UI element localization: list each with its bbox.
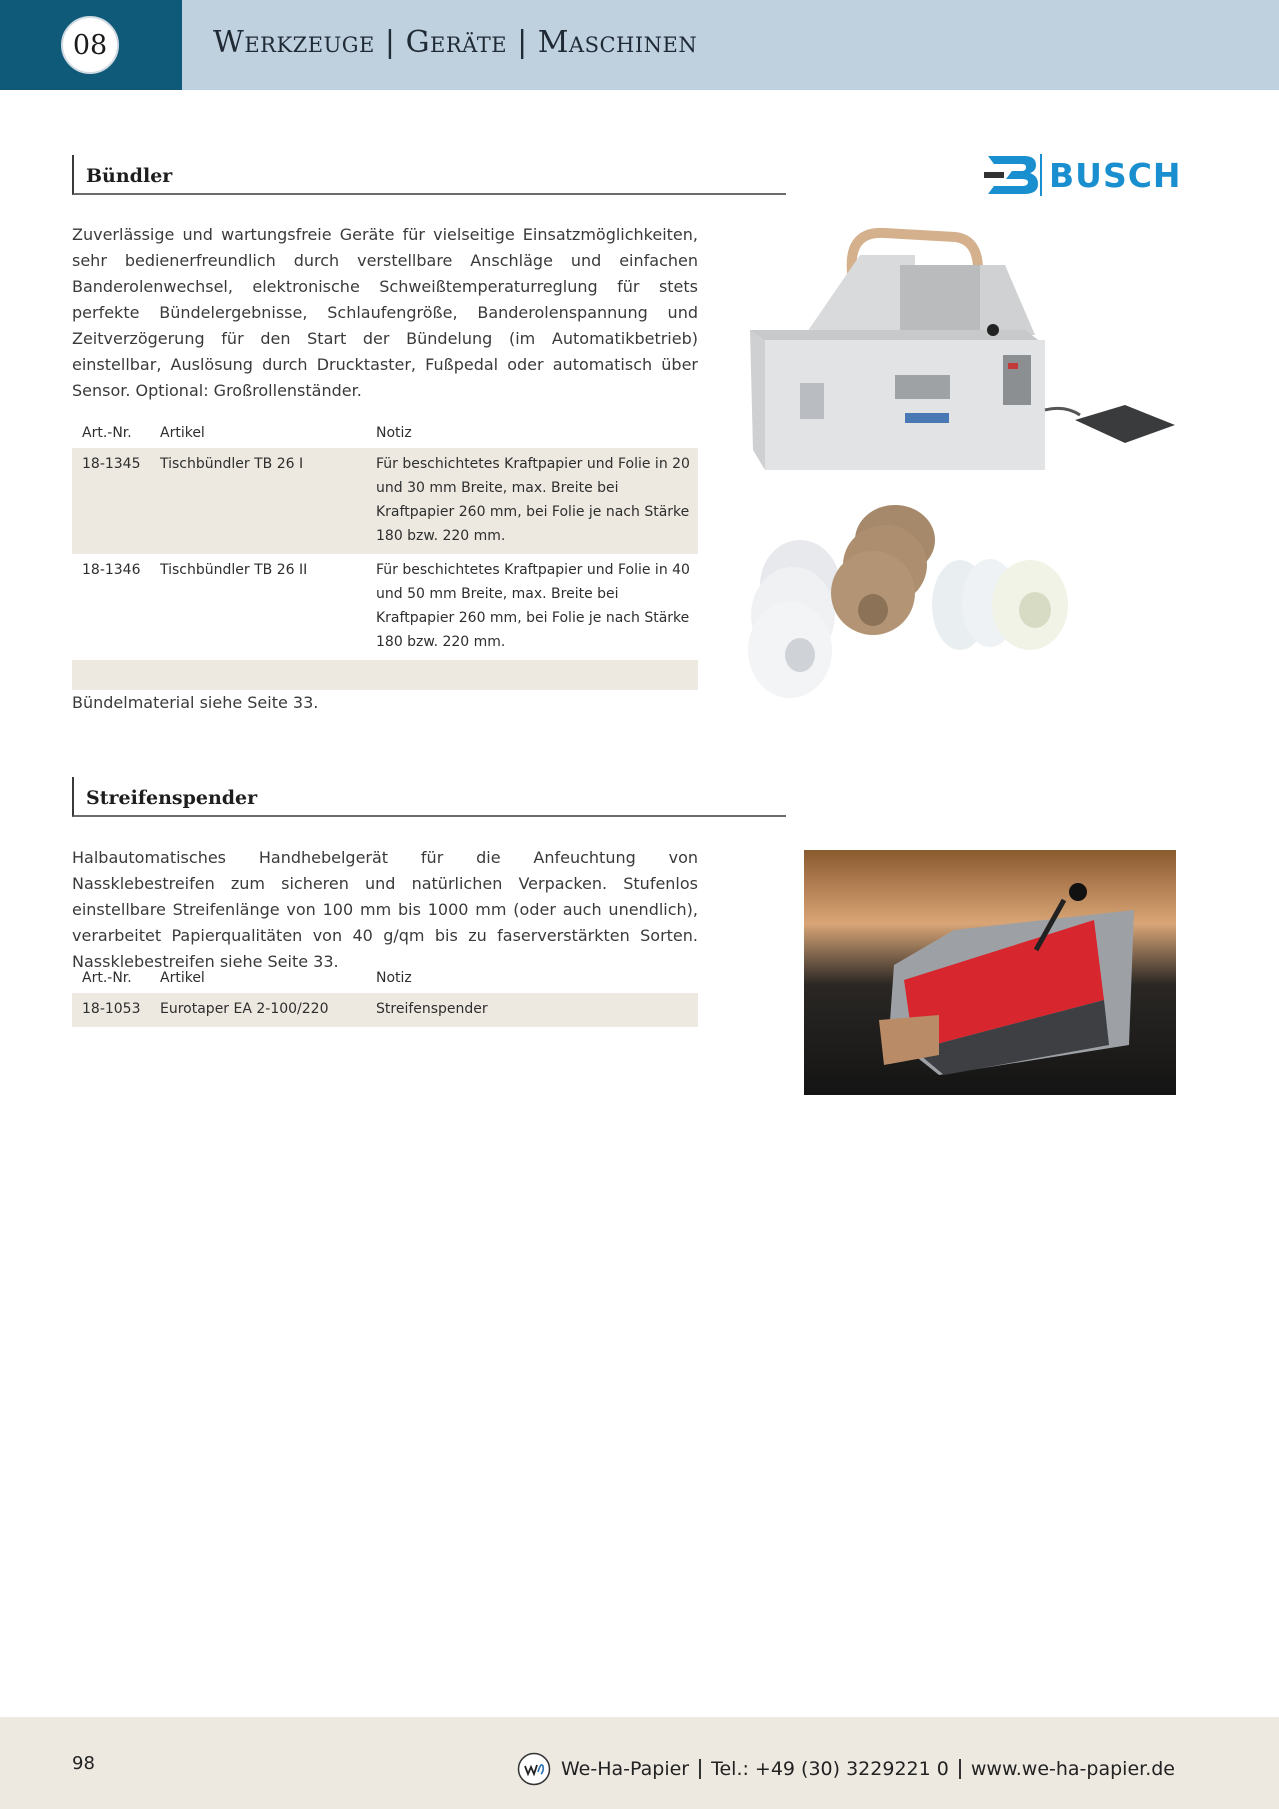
page-header	[0, 0, 1279, 90]
bundling-machine-image	[745, 225, 1180, 495]
tape-dispenser-image	[804, 850, 1176, 1095]
page-footer	[0, 1717, 1279, 1809]
table-row	[72, 448, 698, 554]
table-row	[72, 993, 698, 1027]
footer-divider	[959, 1759, 961, 1779]
buendler-description: Zuverlässige und wartungsfreie Geräte für vielseitige Einsatzmöglichkeiten, sehr bedienerfreundlich durch verstellbare Anschläge und einfachen Banderolenwechsel, elektronische Schweißtemperaturreglung für stets perfekte Bündelergebnisse, Schlaufengröße, Banderolenspannung und Zeitverzögerung für den Start der Bündelung (im Automatikbetrieb) einstellbar, Auslösung durch Drucktaster, Fußpedal oder automatisch über Sensor. Optional: Großrollenständer.	[72, 225, 698, 400]
chapter-box	[0, 0, 182, 90]
footer-divider	[699, 1759, 701, 1779]
chapter-number: 08	[61, 16, 119, 74]
col-artikel: Artikel	[160, 425, 205, 441]
cell-notiz: Für beschichtetes Kraftpapier und Folie in 20 und 30 mm Breite, max. Breite bei Kraftpapier 260 mm, bei Folie je nach Stärke 180 bzw. 220 mm.	[366, 448, 698, 554]
cell-notiz: Für beschichtetes Kraftpapier und Folie in 40 und 50 mm Breite, max. Breite bei Kraftpapier 260 mm, bei Folie je nach Stärke 180 bzw. 220 mm.	[376, 562, 690, 650]
footer-phone: Tel.: +49 (30) 3229221 0	[711, 1758, 949, 1780]
col-notiz: Notiz	[376, 970, 412, 986]
footer-website[interactable]: www.we-ha-papier.de	[970, 1758, 1175, 1780]
table-row-empty	[72, 660, 698, 690]
section-title: Streifenspender	[86, 787, 258, 809]
section-title: Bündler	[86, 165, 173, 187]
footer-company: We-Ha-Papier	[561, 1758, 690, 1780]
weha-logo-icon	[517, 1752, 551, 1786]
footer-contact	[517, 1752, 1175, 1786]
col-artikel: Artikel	[160, 970, 205, 986]
page-number: 98	[72, 1753, 95, 1774]
section-heading-buendler	[72, 155, 786, 195]
streifenspender-table	[72, 963, 698, 1027]
table-header-row	[72, 963, 698, 993]
busch-emblem-icon	[984, 154, 1042, 196]
col-artnr: Art.-Nr.	[82, 425, 132, 441]
col-artnr: Art.-Nr.	[82, 970, 132, 986]
chapter-title: Werkzeuge | Geräte | Maschinen	[213, 25, 698, 60]
cell-notiz: Streifenspender	[366, 993, 698, 1027]
busch-logo-text: BUSCH	[1049, 156, 1182, 195]
cell-artikel: Tischbündler TB 26 II	[160, 562, 308, 578]
cell-artnr: 18-1345	[72, 448, 150, 554]
buendler-table	[72, 418, 698, 690]
cell-artikel: Eurotaper EA 2-100/220	[150, 993, 366, 1027]
cell-artikel: Tischbündler TB 26 I	[150, 448, 366, 554]
table-header-row	[72, 418, 698, 448]
section-heading-streifenspender	[72, 777, 786, 817]
streifenspender-description: Halbautomatisches Handhebelgerät für die Anfeuchtung von Nassklebestreifen zum sicheren und natürlichen Verpacken. Stufenlos einstellbare Streifenlänge von 100 mm bis 1000 mm (oder auch unendlich), verarbeitet Papierqualitäten von 40 g/qm bis zu faserverstärkten Sorten. Nassklebestreifen siehe Seite 33.	[72, 848, 698, 971]
cell-artnr: 18-1053	[72, 993, 150, 1027]
table-row	[72, 554, 698, 660]
cell-artnr: 18-1346	[82, 562, 141, 578]
busch-logo	[984, 154, 1182, 196]
col-notiz: Notiz	[376, 425, 412, 441]
tape-rolls-image	[745, 505, 1075, 705]
buendler-note: Bündelmaterial siehe Seite 33.	[72, 693, 319, 712]
